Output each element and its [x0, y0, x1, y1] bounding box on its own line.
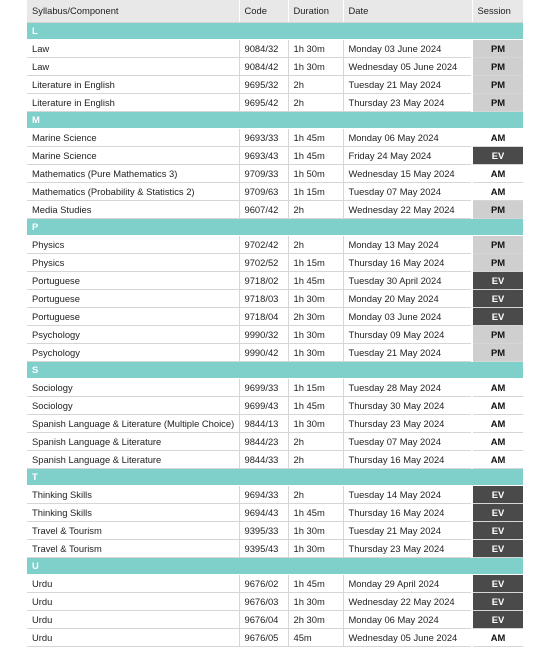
session-badge: PM	[472, 343, 523, 361]
cell-duration: 1h 30m	[288, 521, 343, 539]
table-row	[27, 343, 523, 361]
table-row	[27, 39, 523, 57]
session-badge: EV	[472, 574, 523, 592]
letter-heading: S	[27, 361, 523, 378]
cell-code: 9844/13	[239, 414, 288, 432]
cell-syllabus: Psychology	[27, 343, 239, 361]
table-row	[27, 378, 523, 396]
cell-date: Tuesday 30 April 2024	[343, 271, 472, 289]
table-row	[27, 289, 523, 307]
table-row	[27, 574, 523, 592]
cell-date: Friday 24 May 2024	[343, 146, 472, 164]
table-row	[27, 450, 523, 468]
cell-syllabus: Portuguese	[27, 289, 239, 307]
cell-code: 9693/43	[239, 146, 288, 164]
session-badge: AM	[472, 396, 523, 414]
letter-heading-row	[27, 218, 523, 235]
table-row	[27, 307, 523, 325]
cell-syllabus: Spanish Language & Literature (Multiple Choice)	[27, 414, 239, 432]
cell-duration: 2h	[288, 432, 343, 450]
session-badge: PM	[472, 39, 523, 57]
cell-date: Thursday 23 May 2024	[343, 539, 472, 557]
letter-heading-row	[27, 361, 523, 378]
cell-duration: 1h 30m	[288, 592, 343, 610]
table-row	[27, 93, 523, 111]
cell-syllabus: Physics	[27, 235, 239, 253]
cell-code: 9844/23	[239, 432, 288, 450]
letter-heading: L	[27, 22, 523, 39]
cell-duration: 1h 45m	[288, 271, 343, 289]
cell-duration: 1h 45m	[288, 146, 343, 164]
cell-duration: 1h 15m	[288, 253, 343, 271]
header-code: Code	[239, 0, 288, 22]
cell-duration: 2h	[288, 450, 343, 468]
table-row	[27, 271, 523, 289]
cell-date: Tuesday 21 May 2024	[343, 75, 472, 93]
cell-syllabus: Thinking Skills	[27, 503, 239, 521]
session-badge: EV	[472, 307, 523, 325]
cell-date: Tuesday 21 May 2024	[343, 343, 472, 361]
letter-heading: M	[27, 111, 523, 128]
session-badge: AM	[472, 182, 523, 200]
header-session: Session	[472, 0, 523, 22]
cell-syllabus: Portuguese	[27, 307, 239, 325]
cell-syllabus: Media Studies	[27, 200, 239, 218]
letter-heading: T	[27, 468, 523, 485]
cell-date: Tuesday 14 May 2024	[343, 485, 472, 503]
cell-date: Monday 20 May 2024	[343, 289, 472, 307]
cell-date: Tuesday 28 May 2024	[343, 378, 472, 396]
session-badge: EV	[472, 485, 523, 503]
cell-code: 9990/32	[239, 325, 288, 343]
table-row	[27, 253, 523, 271]
cell-date: Thursday 16 May 2024	[343, 450, 472, 468]
cell-duration: 1h 30m	[288, 289, 343, 307]
table-row	[27, 128, 523, 146]
cell-date: Thursday 16 May 2024	[343, 503, 472, 521]
cell-code: 9718/02	[239, 271, 288, 289]
cell-date: Wednesday 05 June 2024	[343, 628, 472, 646]
cell-duration: 45m	[288, 628, 343, 646]
cell-duration: 2h	[288, 93, 343, 111]
session-badge: EV	[472, 521, 523, 539]
table-body	[27, 22, 523, 646]
cell-syllabus: Law	[27, 57, 239, 75]
cell-syllabus: Physics	[27, 253, 239, 271]
cell-duration: 1h 15m	[288, 182, 343, 200]
exam-timetable-table	[27, 0, 523, 647]
table-row	[27, 200, 523, 218]
table-row	[27, 432, 523, 450]
cell-duration: 2h 30m	[288, 307, 343, 325]
letter-heading: P	[27, 218, 523, 235]
cell-duration: 1h 30m	[288, 343, 343, 361]
session-badge: EV	[472, 539, 523, 557]
session-badge: EV	[472, 503, 523, 521]
cell-date: Wednesday 22 May 2024	[343, 200, 472, 218]
cell-date: Wednesday 15 May 2024	[343, 164, 472, 182]
session-badge: PM	[472, 325, 523, 343]
table-row	[27, 235, 523, 253]
cell-duration: 1h 45m	[288, 396, 343, 414]
session-badge: AM	[472, 164, 523, 182]
session-badge: AM	[472, 128, 523, 146]
cell-syllabus: Marine Science	[27, 128, 239, 146]
cell-syllabus: Thinking Skills	[27, 485, 239, 503]
cell-duration: 2h	[288, 235, 343, 253]
cell-code: 9709/33	[239, 164, 288, 182]
cell-duration: 2h	[288, 200, 343, 218]
table-row	[27, 539, 523, 557]
cell-syllabus: Marine Science	[27, 146, 239, 164]
cell-syllabus: Mathematics (Probability & Statistics 2)	[27, 182, 239, 200]
cell-code: 9695/32	[239, 75, 288, 93]
table-row	[27, 325, 523, 343]
table-row	[27, 414, 523, 432]
table-row	[27, 164, 523, 182]
session-badge: EV	[472, 610, 523, 628]
cell-code: 9990/42	[239, 343, 288, 361]
cell-duration: 2h	[288, 75, 343, 93]
session-badge: AM	[472, 414, 523, 432]
letter-heading-row	[27, 111, 523, 128]
cell-duration: 1h 30m	[288, 57, 343, 75]
cell-code: 9676/03	[239, 592, 288, 610]
session-badge: PM	[472, 57, 523, 75]
cell-duration: 2h 30m	[288, 610, 343, 628]
session-badge: PM	[472, 200, 523, 218]
cell-date: Monday 06 May 2024	[343, 128, 472, 146]
timetable	[27, 0, 523, 647]
cell-date: Monday 03 June 2024	[343, 307, 472, 325]
cell-syllabus: Literature in English	[27, 75, 239, 93]
cell-code: 9718/04	[239, 307, 288, 325]
cell-code: 9709/63	[239, 182, 288, 200]
cell-syllabus: Psychology	[27, 325, 239, 343]
cell-code: 9084/32	[239, 39, 288, 57]
cell-code: 9702/42	[239, 235, 288, 253]
session-badge: PM	[472, 235, 523, 253]
table-row	[27, 628, 523, 646]
cell-duration: 1h 30m	[288, 414, 343, 432]
letter-heading-row	[27, 468, 523, 485]
letter-heading-row	[27, 557, 523, 574]
cell-date: Tuesday 07 May 2024	[343, 432, 472, 450]
cell-code: 9694/43	[239, 503, 288, 521]
cell-date: Monday 06 May 2024	[343, 610, 472, 628]
cell-duration: 2h	[288, 485, 343, 503]
cell-duration: 1h 30m	[288, 325, 343, 343]
cell-duration: 1h 45m	[288, 128, 343, 146]
session-badge: AM	[472, 628, 523, 646]
cell-duration: 1h 30m	[288, 39, 343, 57]
cell-code: 9699/33	[239, 378, 288, 396]
header-syllabus: Syllabus/Component	[27, 0, 239, 22]
cell-code: 9676/05	[239, 628, 288, 646]
session-badge: PM	[472, 253, 523, 271]
table-row	[27, 592, 523, 610]
session-badge: AM	[472, 450, 523, 468]
cell-code: 9718/03	[239, 289, 288, 307]
table-row	[27, 146, 523, 164]
cell-code: 9702/52	[239, 253, 288, 271]
cell-code: 9699/43	[239, 396, 288, 414]
cell-syllabus: Spanish Language & Literature	[27, 450, 239, 468]
session-badge: EV	[472, 289, 523, 307]
session-badge: EV	[472, 271, 523, 289]
table-row	[27, 396, 523, 414]
cell-duration: 1h 45m	[288, 574, 343, 592]
cell-code: 9694/33	[239, 485, 288, 503]
cell-code: 9695/42	[239, 93, 288, 111]
table-row	[27, 610, 523, 628]
cell-date: Monday 29 April 2024	[343, 574, 472, 592]
cell-date: Thursday 23 May 2024	[343, 93, 472, 111]
cell-duration: 1h 45m	[288, 503, 343, 521]
table-row	[27, 485, 523, 503]
cell-code: 9607/42	[239, 200, 288, 218]
cell-syllabus: Travel & Tourism	[27, 539, 239, 557]
session-badge: EV	[472, 146, 523, 164]
cell-code: 9676/04	[239, 610, 288, 628]
table-row	[27, 182, 523, 200]
cell-date: Monday 13 May 2024	[343, 235, 472, 253]
table-row	[27, 521, 523, 539]
cell-duration: 1h 30m	[288, 539, 343, 557]
session-badge: AM	[472, 432, 523, 450]
table-row	[27, 75, 523, 93]
cell-syllabus: Spanish Language & Literature	[27, 432, 239, 450]
cell-syllabus: Travel & Tourism	[27, 521, 239, 539]
table-row	[27, 57, 523, 75]
cell-syllabus: Portuguese	[27, 271, 239, 289]
cell-date: Thursday 09 May 2024	[343, 325, 472, 343]
cell-duration: 1h 15m	[288, 378, 343, 396]
header-row	[27, 0, 523, 22]
cell-syllabus: Urdu	[27, 574, 239, 592]
header-duration: Duration	[288, 0, 343, 22]
session-badge: AM	[472, 378, 523, 396]
letter-heading: U	[27, 557, 523, 574]
cell-syllabus: Sociology	[27, 396, 239, 414]
table-row	[27, 503, 523, 521]
cell-date: Wednesday 05 June 2024	[343, 57, 472, 75]
cell-code: 9844/33	[239, 450, 288, 468]
cell-code: 9676/02	[239, 574, 288, 592]
cell-date: Wednesday 22 May 2024	[343, 592, 472, 610]
cell-date: Tuesday 21 May 2024	[343, 521, 472, 539]
session-badge: PM	[472, 75, 523, 93]
cell-date: Monday 03 June 2024	[343, 39, 472, 57]
cell-duration: 1h 50m	[288, 164, 343, 182]
cell-syllabus: Mathematics (Pure Mathematics 3)	[27, 164, 239, 182]
cell-syllabus: Urdu	[27, 610, 239, 628]
cell-syllabus: Urdu	[27, 592, 239, 610]
cell-syllabus: Law	[27, 39, 239, 57]
cell-date: Tuesday 07 May 2024	[343, 182, 472, 200]
session-badge: PM	[472, 93, 523, 111]
cell-code: 9084/42	[239, 57, 288, 75]
session-badge: EV	[472, 592, 523, 610]
cell-date: Thursday 16 May 2024	[343, 253, 472, 271]
cell-code: 9693/33	[239, 128, 288, 146]
header-date: Date	[343, 0, 472, 22]
letter-heading-row	[27, 22, 523, 39]
cell-syllabus: Urdu	[27, 628, 239, 646]
cell-date: Thursday 23 May 2024	[343, 414, 472, 432]
cell-code: 9395/33	[239, 521, 288, 539]
cell-syllabus: Sociology	[27, 378, 239, 396]
cell-date: Thursday 30 May 2024	[343, 396, 472, 414]
cell-code: 9395/43	[239, 539, 288, 557]
cell-syllabus: Literature in English	[27, 93, 239, 111]
